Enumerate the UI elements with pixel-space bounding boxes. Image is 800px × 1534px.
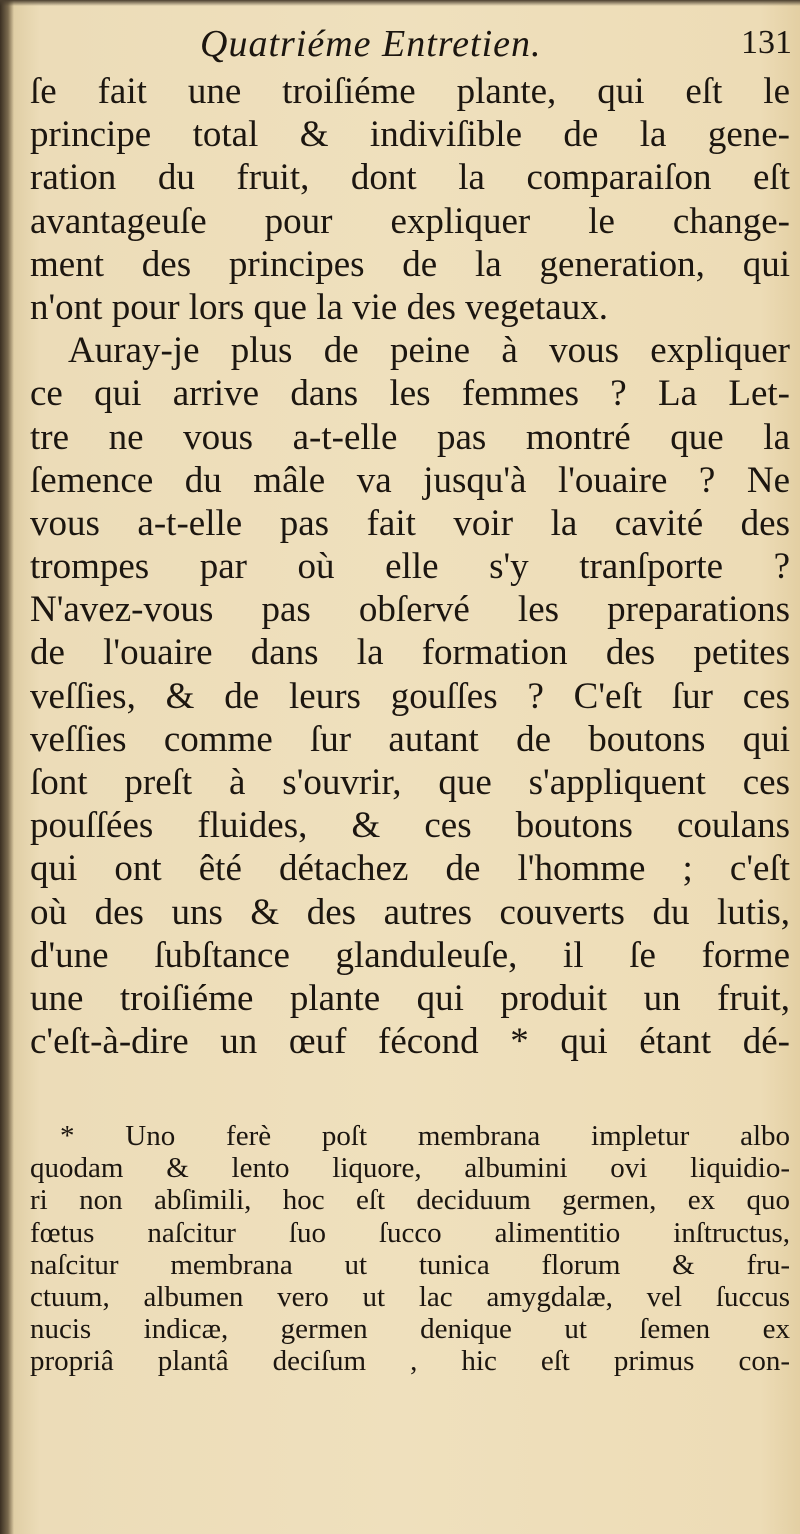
text-line: vous a-t-elle pas fait voir la cavité des: [30, 502, 790, 544]
text-line: ration du fruit, dont la comparaiſon eſt: [30, 157, 790, 199]
text-line: de l'ouaire dans la formation des petites: [30, 632, 790, 674]
running-head-title: Quatriéme Entretien.: [200, 23, 542, 65]
text-line: d'une ſubſtance glanduleuſe, il ſe forme: [30, 934, 790, 976]
text-line: Auray-je plus de peine à vous expliquer: [68, 330, 790, 372]
footnote-line: naſcitur membrana ut tunica florum & fru-: [30, 1248, 790, 1281]
text-line: où des uns & des autres couverts du lutis,: [30, 891, 790, 933]
footnote-line: ri non abſimili, hoc eſt deciduum germen, ex quo: [30, 1184, 790, 1217]
footnote-line: fœtus naſcitur ſuo ſucco alimentitio inſtructus,: [30, 1216, 790, 1249]
text-line: ſont preſt à s'ouvrir, que s'appliquent ces: [30, 762, 790, 803]
text-line: ſemence du mâle va jusqu'à l'ouaire ? Ne: [30, 459, 790, 501]
footnote: [30, 1120, 790, 1378]
text-line: ce qui arrive dans les femmes ? La Let-: [30, 373, 790, 415]
footnote-line: propriâ plantâ deciſum , hic eſt primus con-: [30, 1345, 790, 1378]
page-number: 131: [741, 24, 792, 61]
text-line: trompes par où elle s'y tranſporte ?: [30, 546, 790, 588]
text-line: n'ont pour lors que la vie des vegetaux.: [30, 286, 608, 328]
footnote-line: quodam & lento liquore, albumini ovi liquidio-: [30, 1152, 790, 1185]
binding-gutter: [0, 0, 14, 1534]
text-line: c'eſt-à-dire un œuf fécond * qui étant dé-: [30, 1021, 790, 1063]
text-line: veſſies, & de leurs gouſſes ? C'eſt ſur ces: [30, 675, 790, 717]
text-line: N'avez-vous pas obſervé les preparations: [30, 589, 790, 631]
text-line: ſe fait une troiſiéme plante, qui eſt le: [30, 71, 790, 112]
text-line: principe total & indiviſible de la gene-: [30, 114, 790, 156]
text-line: une troiſiéme plante qui produit un fruit,: [30, 977, 790, 1019]
text-line: ment des principes de la generation, qui: [30, 243, 790, 285]
running-head: [32, 22, 792, 72]
text-line: pouſſées fluides, & ces boutons coulans: [30, 805, 790, 847]
page-top-edge: [0, 0, 800, 6]
text-line: avantageuſe pour expliquer le change-: [30, 200, 790, 242]
footnote-line: ctuum, albumen vero ut lac amygdalæ, vel ſuccus: [30, 1280, 790, 1313]
text-line: tre ne vous a-t-elle pas montré que la: [30, 416, 790, 458]
main-text: [30, 70, 790, 1063]
footnote-line: * Uno ferè poſt membrana impletur albo: [60, 1120, 790, 1152]
text-line: qui ont êté détachez de l'homme ; c'eſt: [30, 848, 790, 890]
footnote-line: nucis indicæ, germen denique ut ſemen ex: [30, 1313, 790, 1346]
text-line: veſſies comme ſur autant de boutons qui: [30, 718, 790, 760]
